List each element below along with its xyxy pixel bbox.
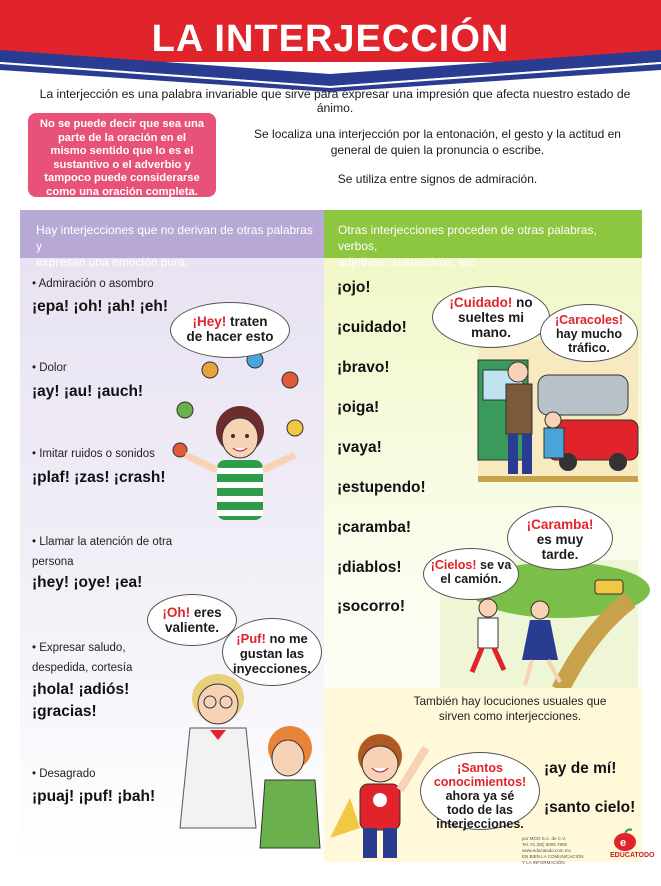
interjection-examples: ¡hola! ¡adiós! <box>32 681 130 698</box>
interjection-example: ¡socorro! <box>337 598 406 615</box>
interjection-examples: ¡puaj! ¡puf! ¡bah! <box>32 788 156 805</box>
speech-bubble-santos: ¡Santos conocimientos! ahora ya sé todo de las interjecciones. <box>420 752 540 830</box>
interjection-examples: ¡gracias! <box>32 703 97 720</box>
brand-name: EDUCATODO <box>610 852 655 859</box>
publisher-info: por MOO S.A. de C.V. Tel. 01 (55) 5005 7805 www.educatodo.com.mx EN BIEN LA COMUNICACIÓN Y LA INFORMACIÓN <box>522 836 584 865</box>
intro-text: La interjección es una palabra invariable que sirve para expresar una impresión que afecta nuestro estado de ánimo. <box>39 87 631 115</box>
traffic-illustration <box>478 340 638 482</box>
category-label: • Llamar la atención de otra <box>32 536 173 548</box>
interjection-example: ¡diablos! <box>337 559 402 576</box>
category-label: • Expresar saludo, <box>32 642 126 654</box>
interjection-examples: ¡epa! ¡oh! ¡ah! ¡eh! <box>32 298 169 315</box>
locutions-text: También hay locuciones usuales que sirven como interjecciones. <box>413 694 607 723</box>
localization-text: Se localiza una interjección por la entonación, el gesto y la actitud en general de quien la pronuncia o escribe. <box>254 127 621 157</box>
speech-bubble-caracoles: ¡Caracoles! hay mucho tráfico. <box>540 304 638 362</box>
juggling-girl-illustration <box>165 350 315 520</box>
pink-note: No se puede decir que sea una parte de la oración en el mismo sentido que lo es el sustantivo o el adverbio y tampoco puede considerarse como una oración completa. <box>28 113 216 197</box>
speech-bubble-cielos: ¡Cielos! se va el camión. <box>423 548 519 600</box>
interjection-example: ¡bravo! <box>337 359 390 376</box>
interjection-example: ¡caramba! <box>337 519 412 536</box>
category-label: • Imitar ruidos o sonidos <box>32 448 155 460</box>
student-boy-illustration <box>330 728 430 862</box>
interjection-example: ¡vaya! <box>337 439 382 456</box>
right-heading: Otras interjecciones proceden de otras palabras, verbos, adjetivos, sustantivos, etc. <box>338 223 597 269</box>
interjection-examples: ¡hey! ¡oye! ¡ea! <box>32 574 143 591</box>
page-title: LA INTERJECCIÓN <box>151 18 510 60</box>
interjection-example: ¡cuidado! <box>337 319 407 336</box>
apple-logo-icon <box>612 828 638 852</box>
svg-text:e: e <box>620 837 627 849</box>
category-label: • Admiración o asombro <box>32 278 154 290</box>
interjection-examples: ¡plaf! ¡zas! ¡crash! <box>32 469 166 486</box>
category-label-cont: persona <box>32 556 74 568</box>
speech-bubble-hey: ¡Hey! traten de hacer esto <box>170 302 290 358</box>
speech-bubble-oh: ¡Oh! eres valiente. <box>147 594 237 646</box>
speech-bubble-caramba: ¡Caramba! es muy tarde. <box>507 506 613 570</box>
speech-bubble-cuidado: ¡Cuidado! no sueltes mi mano. <box>432 286 550 348</box>
category-label: • Dolor <box>32 362 67 374</box>
locution-example: ¡santo cielo! <box>544 799 636 816</box>
interjection-example: ¡estupendo! <box>337 479 426 496</box>
interjection-example: ¡ojo! <box>337 279 371 296</box>
category-label-cont: despedida, cortesía <box>32 662 133 674</box>
category-label: • Desagrado <box>32 768 96 780</box>
usage-text: Se utiliza entre signos de admiración. <box>337 172 538 186</box>
interjection-example: ¡oiga! <box>337 399 380 416</box>
locution-example: ¡ay de mí! <box>544 760 617 777</box>
interjection-examples: ¡ay! ¡au! ¡auch! <box>32 383 144 400</box>
speech-bubble-puf: ¡Puf! no me gustan las inyecciones. <box>222 618 322 686</box>
left-heading: Hay interjecciones que no derivan de otras palabras y expresan una emoción pura: <box>36 223 313 269</box>
doctor-illustration <box>170 668 325 862</box>
